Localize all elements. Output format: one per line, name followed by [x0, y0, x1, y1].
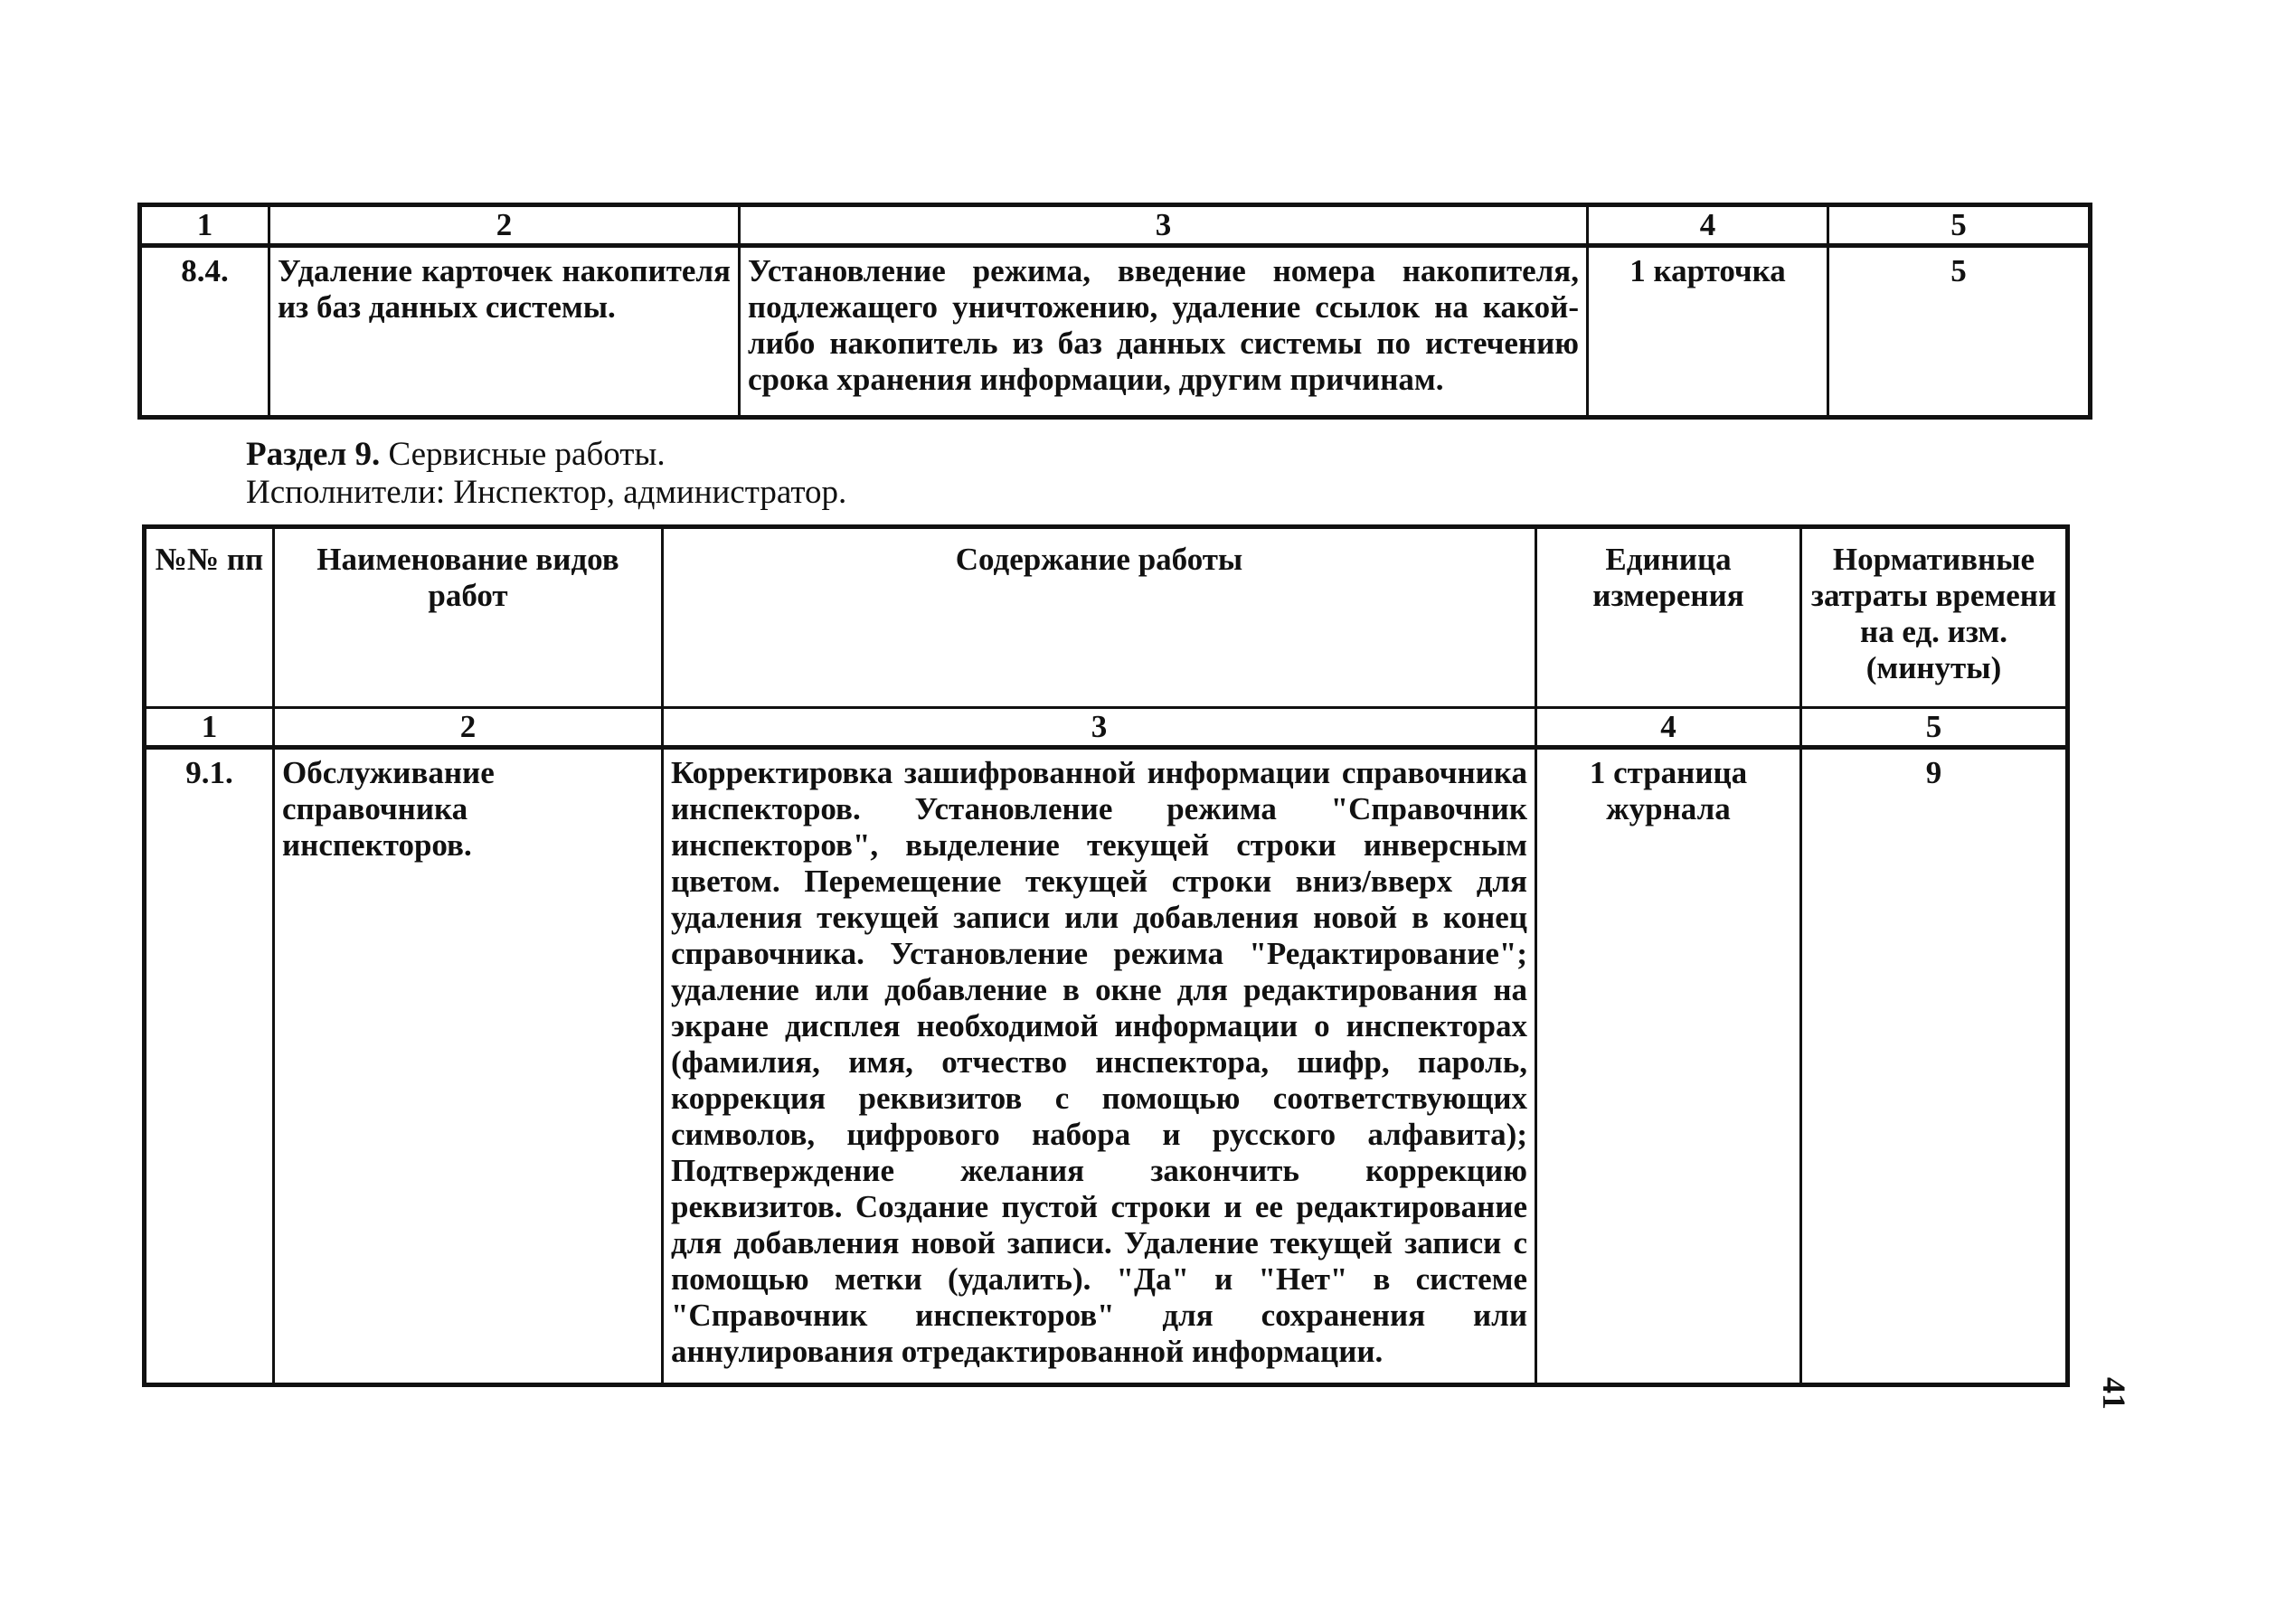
table-section-8-continuation [137, 203, 2092, 420]
unit-of-measure: 1 карточка [1588, 246, 1828, 418]
table-section-9 [142, 524, 2070, 1387]
table-row [140, 246, 2091, 418]
row-number: 8.4. [140, 246, 269, 418]
col-number: 2 [269, 205, 740, 246]
col-number: 1 [145, 708, 274, 748]
col-number: 3 [663, 708, 1536, 748]
header-name: Наименование видов работ [274, 527, 663, 708]
time-norm: 9 [1801, 748, 2068, 1385]
header-row [145, 527, 2068, 708]
header-content: Содержание работы [663, 527, 1536, 708]
column-number-row [145, 708, 2068, 748]
col-number: 4 [1588, 205, 1828, 246]
col-number: 5 [1828, 205, 2091, 246]
col-number: 1 [140, 205, 269, 246]
time-norm: 5 [1828, 246, 2091, 418]
header-norm: Нормативные затраты времени на ед. изм. (минуты) [1801, 527, 2068, 708]
work-content: Корректировка зашифрованной информации справочника инспекторов. Установление режима "Справочник инспекторов", выделение текущей строки инверсным цветом. Перемещение текущей строки вниз/вверх для удаления текущей записи или добавления новой в конец справочника. Установление режима "Редактирование"; удаление или добавление в окне для редактирования на экране дисплея необходимой информации о инспекторах (фамилия, имя, отчество инспектора, шифр, пароль, коррекция реквизитов с помощью соответствующих символов, цифрового набора и русского алфавита); Подтверждение желания закончить коррекцию реквизитов. Создание пустой строки и ее редактирование для добавления новой записи. Удаление текущей записи с помощью метки (удалить). "Да" и "Нет" в системе "Справочник инспекторов" для сохранения или аннулирования отредактированной информации. [663, 748, 1536, 1385]
work-name: Обслуживание справочника инспекторов. [274, 748, 663, 1385]
section-heading [246, 436, 846, 512]
column-number-row [140, 205, 2091, 246]
header-unit: Единица измерения [1536, 527, 1801, 708]
work-name: Удаление карточек накопителя из баз данных системы. [269, 246, 740, 418]
table-row [145, 748, 2068, 1385]
work-content: Установление режима, введение номера накопителя, подлежащего уничтожению, удаление ссылок на какой-либо накопитель из баз данных системы по истечению срока хранения информации, другим причинам. [740, 246, 1588, 418]
section-executors: Исполнители: Инспектор, администратор. [246, 474, 847, 511]
header-num: №№ пп [145, 527, 274, 708]
page-number: 41 [2096, 1377, 2132, 1410]
unit-of-measure: 1 страница журнала [1536, 748, 1801, 1385]
row-number: 9.1. [145, 748, 274, 1385]
col-number: 5 [1801, 708, 2068, 748]
col-number: 2 [274, 708, 663, 748]
col-number: 4 [1536, 708, 1801, 748]
col-number: 3 [740, 205, 1588, 246]
section-title: Раздел 9. Сервисные работы. [246, 436, 666, 473]
